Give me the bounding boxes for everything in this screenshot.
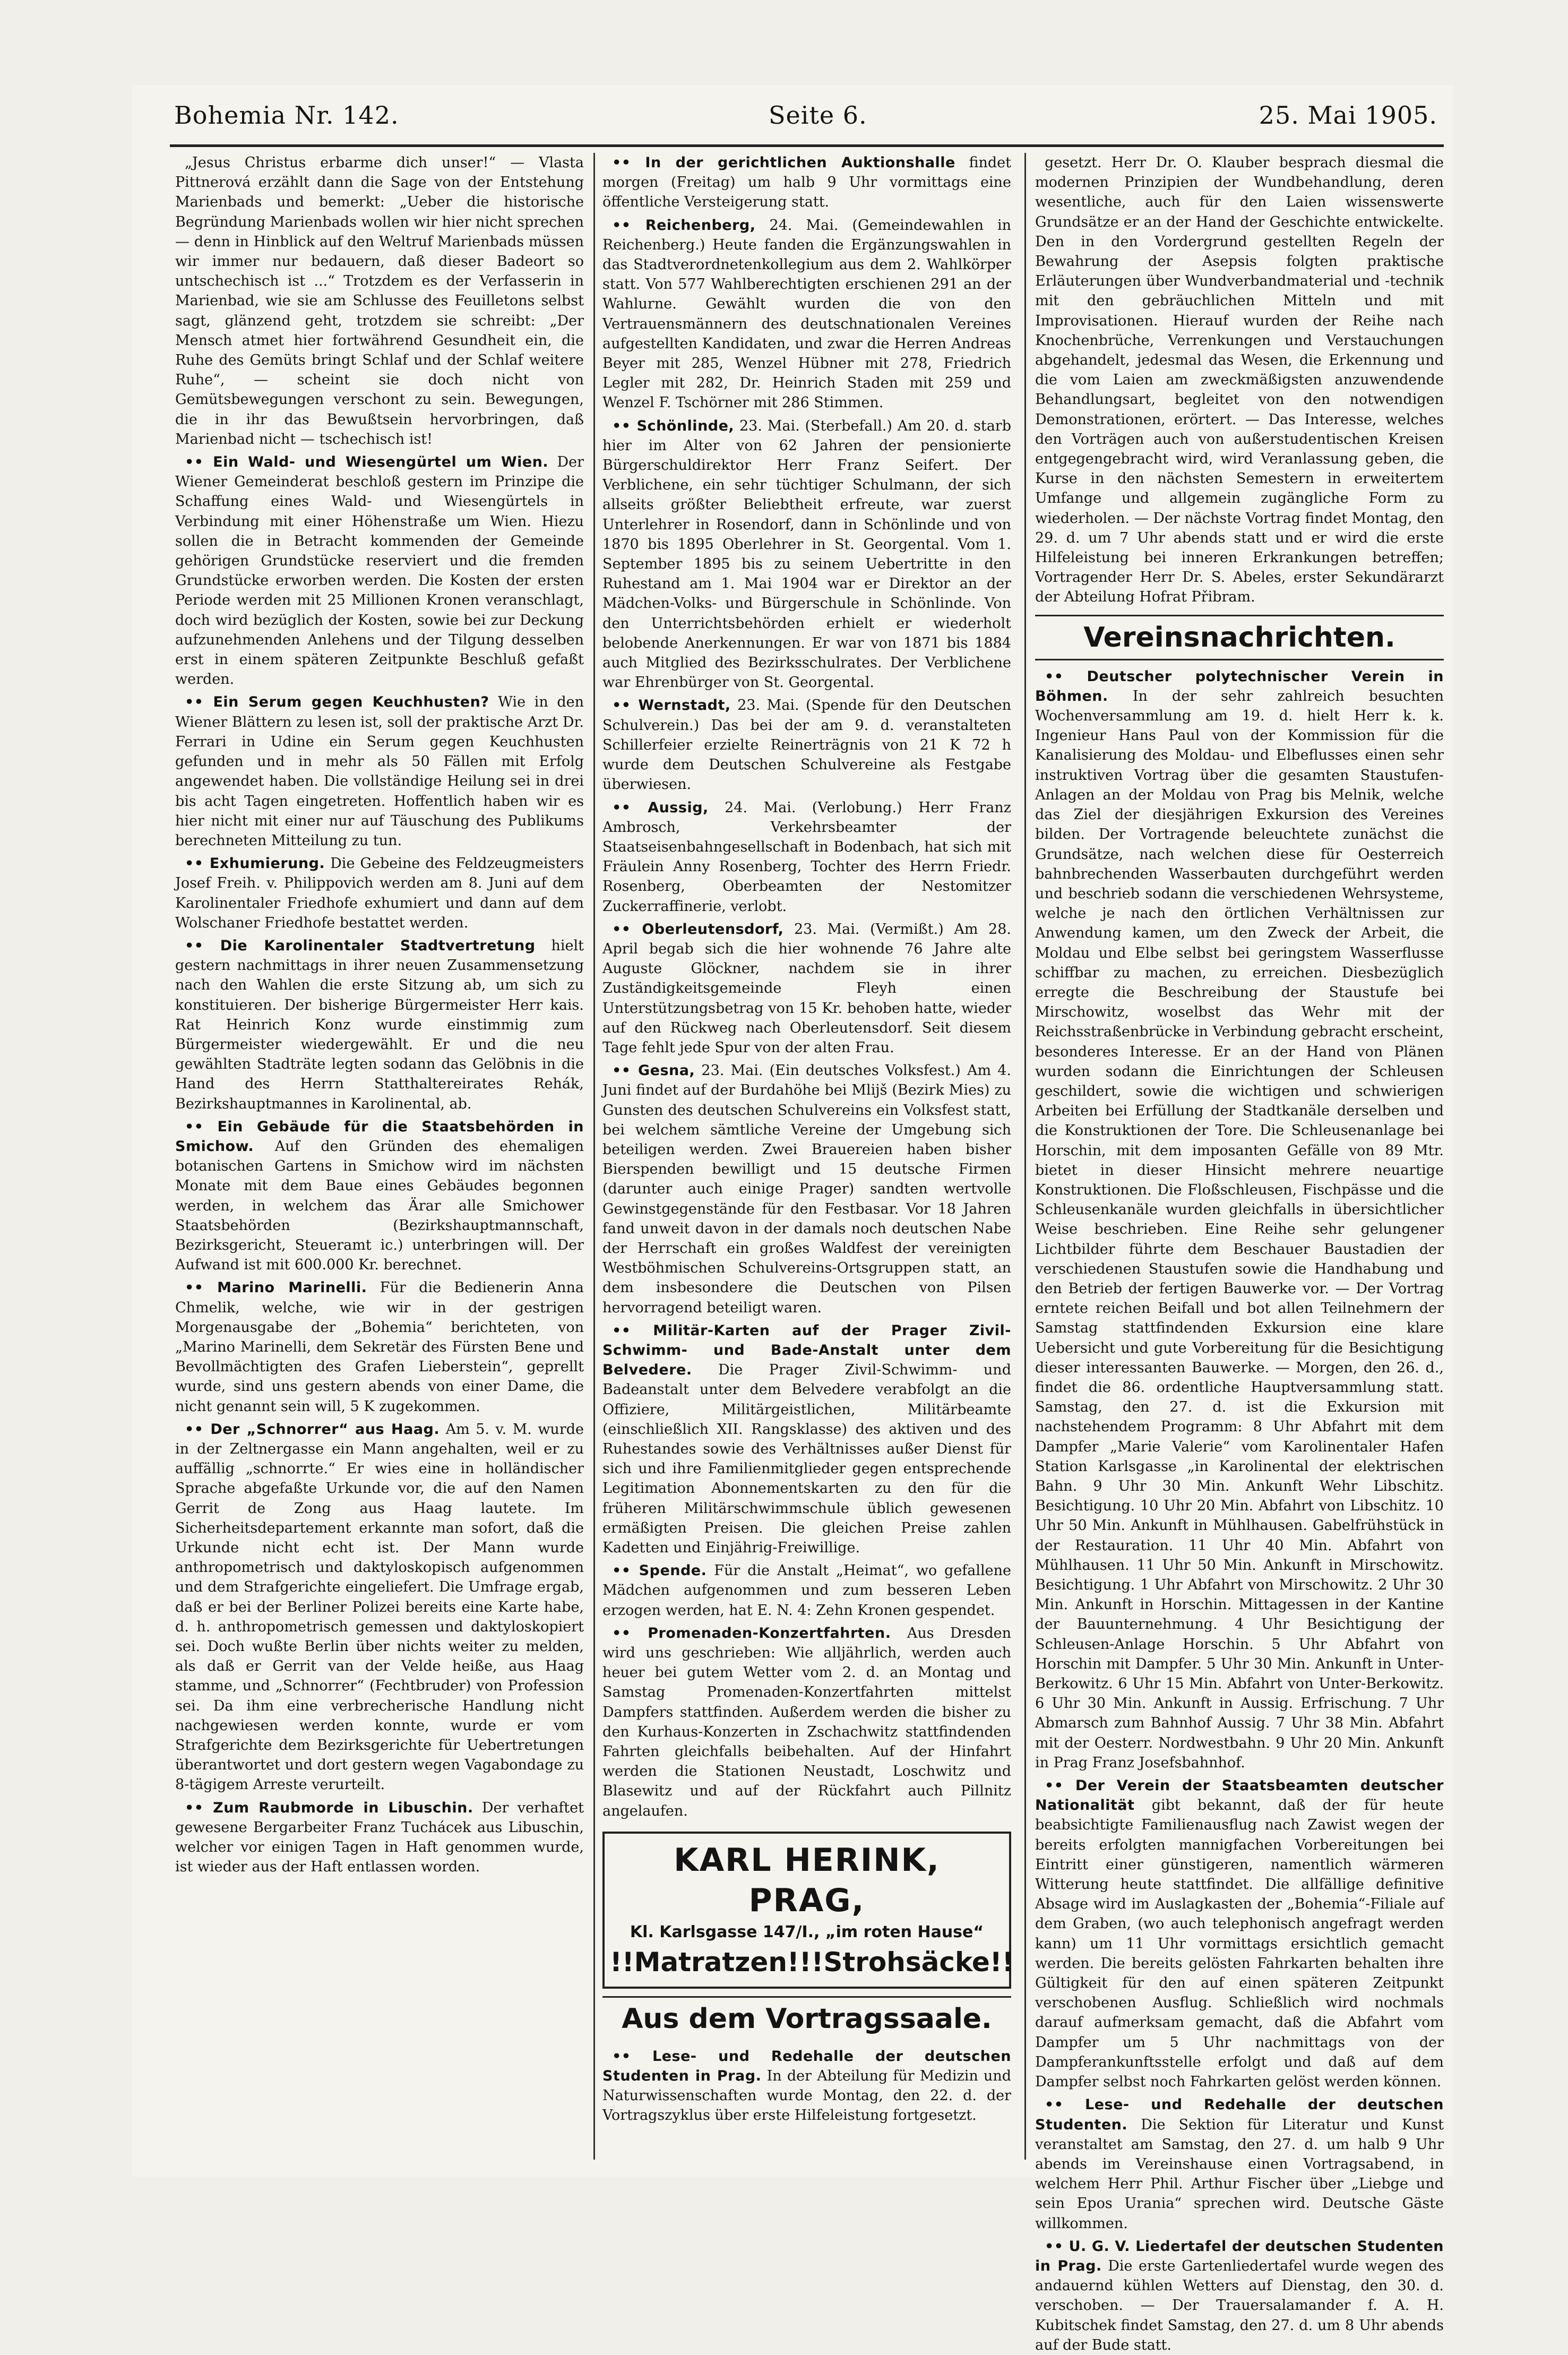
article-body: Der verhaftet gewesene Bergarbeiter Franz Tuchácek aus Libuschin, welcher vor einigen Tagen in Haft genommen wurde, ist wieder aus der Haft entlassen worden. bbox=[175, 1799, 584, 1876]
article-paragraph bbox=[602, 695, 1011, 794]
article-list bbox=[1035, 667, 1444, 2355]
header-rule bbox=[170, 144, 1444, 147]
article-paragraph bbox=[175, 153, 584, 449]
article-headline: •• Oberleutensdorf, bbox=[612, 921, 784, 938]
article-headline: •• Exhumierung. bbox=[185, 855, 325, 872]
article-body: Für die Anstalt „Heimat“, wo gefallene Mädchen aufgenommen und zum besseren Leben erzogen werden, hat E. N. 4: Zehn Kronen gespendet. bbox=[602, 1562, 1012, 1619]
column-divider bbox=[1024, 153, 1026, 2160]
article-paragraph bbox=[602, 216, 1011, 413]
article-headline: •• In der gerichtlichen Auktionshalle bbox=[612, 154, 955, 171]
article-headline: •• Wernstadt, bbox=[612, 697, 731, 714]
article-paragraph bbox=[1035, 1776, 1444, 2092]
article-paragraph bbox=[1035, 2237, 1444, 2355]
article-paragraph bbox=[602, 153, 1011, 212]
article-paragraph bbox=[1035, 2095, 1444, 2233]
article-body: Die erste Gartenliedertafel wurde wegen des andauernd kühlen Wetters auf Dienstag, den 30. d. verschoben. — Der Trauersalamander f. A. H. Kubitschek findet Samstag, den 27. d. um 8 Uhr abends auf der Bude statt. bbox=[1035, 2257, 1444, 2353]
article-headline: •• Schönlinde, bbox=[612, 417, 735, 434]
article-headline: •• Die Karolinentaler Stadtvertretung bbox=[185, 937, 536, 954]
article-headline: •• Der „Schnorrer“ aus Haag. bbox=[185, 1421, 440, 1438]
article-paragraph bbox=[175, 936, 584, 1114]
article-paragraph bbox=[175, 452, 584, 689]
article-paragraph bbox=[1035, 153, 1444, 607]
article-headline: •• Ein Wald- und Wiesengürtel um Wien. bbox=[185, 454, 549, 471]
article-headline: •• Marino Marinelli. bbox=[185, 1279, 367, 1296]
article-body: Auf den Gründen des ehemaligen botanischen Gartens in Smichow wird im nächsten Monate mit dem Baue eines Gebäudes begonnen werden, in welchem das Ärar alle Smichower Staatsbehörden (Bezirkshauptmannschaft, Bezirksgericht, Steueramt ic.) unterbringen will. Der Aufwand ist mit 600.000 Kr. berechnet. bbox=[175, 1138, 584, 1274]
article-body: 23. Mai. (Ein deutsches Volksfest.) Am 4. Juni findet auf der Burdahöhe bei Mlijš (Bezirk Mies) zu Gunsten des deutschen Schulvereins ein Volksfest statt, bei welchem sämtliche Vereine der Umgebung sich beteiligen werden. Zwei Brauereien haben bisher Bierspenden bewilligt und 15 deutsche Firmen (darunter auch einige Prager) sandten wertvolle Gewinstgegenstände für den Festbasar. Vor 18 Jahren fand unweit davon in der damals noch deutschen Nabe der Herrschaft ein großes Waldfest der vereinigten Westböhmischen Schulvereins-Ortsgruppen statt, an dem insbesondere die Deutschen von Pilsen hervorragend beteiligt waren. bbox=[602, 1062, 1011, 1316]
article-paragraph bbox=[602, 2047, 1011, 2126]
article-headline: •• U. G. V. Liedertafel der deutschen Studenten in Prag. bbox=[1035, 2238, 1444, 2274]
article-body: 23. Mai. (Vermißt.) Am 28. April begab sich die hier wohnende 76 Jahre alte Auguste Glöckner, nachdem sie in ihrer Zuständigkeitsgemeinde Fleyh einen Unterstützungsbetrag von 15 Kr. behoben hatte, wieder auf den Rückweg nach Oberleutensdorf. Seit diesem Tage fehlt jede Spur von der alten Frau. bbox=[602, 921, 1011, 1056]
ad-company: KARL HERINK, PRAG, bbox=[674, 1841, 940, 1919]
article-body: In der sehr zahlreich besuchten Wochenversammlung am 19. d. hielt Herr k. k. Ingenieur Hans Paul von der Kommission für die Kanalisierung des Moldau- und Elbeflusses einen sehr instruktiven Vortrag über die gesamten Staustufen-Anlagen an der Moldau von Prag bis Melnik, welche das Ziel der diesjährigen Exkursion des Vereines bilden. Der Vortragende beleuchtete zunächst die Grundsätze, nach welchen diese für Oesterreich bahnbrechenden Wasserbauten durchgeführt werden und beschrieb sodann die verschiedenen Wehrsysteme, welche je nach den örtlichen Verhältnissen zur Anwendung kamen, um den Zweck der Arbeit, die Moldau und Elbe selbst bei geringstem Wasserflusse schiffbar zu machen, zu erreichen. Diesbezüglich erregte die Beschreibung der Staustufe bei Mirschowitz, woselbst das Wehr mit der Reichsstraßenbrücke in Verbindung gebracht erscheint, besonderes Interesse. Er an der Hand von Plänen wurden sodann die Einrichtungen der Schleusen geschildert, sowie die wichtigen und schwierigen Arbeiten bei Erfüllung der Stadtkanäle derselben und die Konstruktionen der Tore. Die Schleusenanlage bei Horschin, mit dem imposanten Gefälle von 89 Mtr. bietet in dieser Hinsicht mehrere neuartige Konstruktionen. Die Floßschleusen, Fischpässe und die Schleusenkanäle wurden gleichfalls in übersichtlicher Weise beschrieben. Eine Reihe sehr gelungener Lichtbilder führte dem Beschauer Baustadien der verschiedenen Staustufen sowie die Handhabung und den Betrieb der fertigen Bauwerke vor. — Der Vortrag erntete reichen Beifall und bot allen Teilnehmern der Samstag stattfindenden Exkursion eine klare Uebersicht und gute Vorbereitung für die Besichtigung dieser interessanten Bauwerke. — Morgen, den 26. d., findet die 86. ordentliche Hauptversammlung statt. Samstag, den 27. d. ist die Exkursion mit nachstehendem Programm: 8 Uhr Abfahrt mit dem Dampfer „Marie Valerie“ vom Karolinentaler Hafen Station Karlsgasse „in Karolinental der elektrischen Bahn. 9 Uhr 30 Min. Ankunft Wehr Libschitz. Besichtigung. 10 Uhr 20 Min. Abfahrt von Libschitz. 10 Uhr 50 Min. Ankunft in Mühlhausen. Gabelfrühstück in der Restauration. 11 Uhr 40 Min. Abfahrt von Mühlhausen. 11 Uhr 50 Min. Ankunft in Mirschowitz. Besichtigung. 1 Uhr Abfahrt von Mirschowitz. 2 Uhr 30 Min. Ankunft in Horschin. Mittagessen in der Kantine der Bauunternehmung. 4 Uhr Besichtigung der Schleusen-Anlage Horschin. 5 Uhr Abfahrt von Horschin mit Dampfer. 5 Uhr 30 Min. Ankunft in Unter-Berkowitz. 6 Uhr 15 Min. Abfahrt von Unter-Berkowitz. 6 Uhr 30 Min. Ankunft in Aussig. Erfrischung. 7 Uhr Abmarsch zum Bahnhof Aussig. 7 Uhr 38 Min. Abfahrt mit der Oesterr. Nordwestbahn. 9 Uhr 20 Min. Ankunft in Prag Franz Josefsbahnhof. bbox=[1035, 687, 1444, 1771]
article-list bbox=[175, 153, 584, 1877]
article-paragraph bbox=[175, 1117, 584, 1275]
article-paragraph bbox=[602, 1061, 1011, 1318]
column-3 bbox=[1035, 153, 1444, 2353]
article-paragraph bbox=[1035, 667, 1444, 1773]
article-paragraph bbox=[175, 854, 584, 933]
article-paragraph bbox=[602, 798, 1011, 916]
article-body: Für die Bedienerin Anna Chmelik, welche, wie wir in der gestrigen Morgenausgabe der „Bohemia“ berichteten, von „Marino Marinelli, dem Sekretär des Fürsten Bene und Bevollmächtigten des Grafen Lieberstein“, geprellt wurde, sind uns gestern abends von einer Dame, die nicht genannt sein will, 5 K zugekommen. bbox=[175, 1279, 584, 1415]
article-body: findet morgen (Freitag) um halb 9 Uhr vormittags eine öffentliche Versteigerung statt. bbox=[602, 154, 1011, 211]
issue-date: 25. Mai 1905. bbox=[1259, 101, 1437, 130]
article-paragraph bbox=[602, 1623, 1011, 1821]
article-body: „Jesus Christus erbarme dich unser!“ — Vlasta Pittnerová erzählt dann die Sage von der Entstehung Marienbads und bemerkt: „Ueber die historische Begründung Marienbads wollen wir hier nicht sprechen — denn in Hinblick auf den Weltruf Marienbads müssen wir immer nur bedauern, daß dieser Badeort so untschechisch ist ...“ Trotzdem es der Verfasserin in Marienbad, wie sie am Schlusse des Feuilletons selbst sagt, glänzend geht, trotzdem sie schreibt: „Der Mensch atmet hier fortwährend Gesundheit ein, die Ruhe des Gemüts bringt Schlaf und der Schlaf weitere Ruhe“, — scheint sie doch nicht von Gemütsbewegungen verschont zu sein. Bewegungen, die in ihr das Bewußtsein hervorbringen, daß Marienbad nicht — tschechisch ist! bbox=[175, 154, 584, 448]
ad-slogan: !!Matratzen!!!Strohsäcke!! bbox=[610, 1946, 1014, 1978]
article-body: Aus Dresden wird uns geschrieben: Wie alljährlich, werden auch heuer bei gutem Wetter vom 2. d. an Montag und Samstag Promenaden-Konzertfahrten mittelst Dampfers stattfinden. Außerdem werden die bisher zu den Kurhaus-Konzerten in Zschachwitz stattfindenden Fahrten gleichfalls beibehalten. Auf der Hinfahrt werden die Stationen Neustadt, Loschwitz und Blasewitz und auf der Rückfahrt auch Pillnitz angelaufen. bbox=[602, 1625, 1011, 1819]
article-paragraph bbox=[602, 919, 1011, 1058]
article-list bbox=[1035, 153, 1444, 607]
column-2 bbox=[602, 153, 1014, 2165]
article-body: gesetzt. Herr Dr. O. Klauber besprach diesmal die modernen Prinzipien der Wundbehandlung, deren wesentliche, auch für den Laien wissenswerte Grundsätze er an der Hand der Geschichte entwickelte. Den in den Vordergrund gestellten Regeln der Bewahrung der Asepsis folgten praktische Erläuterungen über Wundverbandmaterial und -technik mit den gebräuchlichen Mitteln und mit Improvisationen. Hierauf wurden der Reihe nach Knochenbrüche, Verrenkungen und Verstauchungen abgehandelt, jedesmal das Wesen, die Erkennung und die vom Laien am zweckmäßigsten anzuwendende Behandlungsart, begleitet von den notwendigen Demonstrationen, erörtert. — Das Interesse, welches den Vorträgen auch von außerstudentischen Kreisen entgegengebracht wird, wird Veranlassung geben, die Kurse in den nächsten Semestern in erweitertem Umfange und allgemein zugängliche Form zu wiederholen. — Der nächste Vortrag findet Montag, den 29. d. um 7 Uhr abends statt und er wird die erste Hilfeleistung bei inneren Erkrankungen betreffen; Vortragender Herr Dr. S. Abeles, erster Sekundärarzt der Abteilung Hofrat Přibram. bbox=[1035, 154, 1444, 606]
article-body: Wie in den Wiener Blättern zu lesen ist, soll der praktische Arzt Dr. Ferrari in Udine ein Serum gegen Keuchhusten gefunden und in mehr als 50 Fällen mit Erfolg angewendet haben. Die vollständige Heilung sei in drei bis acht Tagen eingetreten. Hoffentlich haben wir es hier nicht mit einer nur auf Täuschung des Publikums berechneten Mitteilung zu tun. bbox=[175, 694, 584, 849]
column-divider bbox=[593, 153, 595, 2160]
article-headline: •• Lese- und Redehalle der deutschen Studenten. bbox=[1035, 2096, 1444, 2133]
column-1 bbox=[175, 153, 584, 2165]
article-headline: •• Aussig, bbox=[612, 799, 709, 816]
advertisement bbox=[602, 1832, 1014, 1989]
article-headline: •• Der Verein der Staatsbeamten deutscher Nationalität bbox=[1035, 1777, 1444, 1814]
article-body: In der Abteilung für Medizin und Naturwissenschaften wurde Montag, den 22. d. der Vortragszyklus über erste Hilfeleistung fortgesetzt. bbox=[602, 2068, 1011, 2124]
article-paragraph bbox=[175, 1420, 584, 1795]
article-headline: •• Lese- und Redehalle der deutschen Studenten in Prag. bbox=[602, 2048, 1011, 2085]
section-heading: Aus dem Vortragssaale. bbox=[602, 1996, 1011, 2040]
article-headline: •• Zum Raubmorde in Libuschin. bbox=[185, 1799, 473, 1816]
article-body: 24. Mai. (Verlobung.) Herr Franz Ambrosch, Verkehrsbeamter der Staatseisenbahngesellschaft in Bodenbach, hat sich mit Fräulein Anny Rosenberg, Tochter des Herrn Friedr. Rosenberg, Oberbeamten der Nestomitzer Zuckerraffinerie, verlobt. bbox=[602, 799, 1011, 915]
article-paragraph bbox=[175, 692, 584, 850]
article-paragraph bbox=[602, 416, 1011, 693]
article-headline: •• Gesna, bbox=[612, 1062, 695, 1079]
article-list bbox=[602, 153, 1011, 1821]
article-headline: •• Militär-Karten auf der Prager Zivil-Schwimm- und Bade-Anstalt unter dem Belvedere. bbox=[602, 1322, 1011, 1379]
article-paragraph bbox=[175, 1278, 584, 1416]
page-number: Seite 6. bbox=[769, 101, 867, 130]
article-headline: •• Spende. bbox=[612, 1562, 707, 1579]
article-body: gibt bekannt, daß der für heute beabsichtigte Familienausflug nach Zawist wegen der bereits erfolgten mannigfachen Vorbereitungen bei Eintritt einer günstigeren, namentlich wärmeren Witterung heute stattfindet. Die allfällige definitive Absage wird im Auslagkasten der „Bohemia“-Filiale auf dem Graben, (wo auch telephonisch angefragt werden kann) um 11 Uhr vormittags ersichtlich gemacht werden. Die bereits gelösten Fahrkarten behalten ihre Gültigkeit für den auf einen späteren Zeitpunkt verschobenen Ausflug. Schließlich wird nochmals darauf aufmerksam gemacht, daß die Abfahrt vom Dampfer um 5 Uhr nachmittags von der Dampferankunftsstelle erfolgt und daß auf dem Dampfer selbst noch Fahrkarten gelöst werden können. bbox=[1035, 1797, 1444, 2091]
article-headline: •• Promenaden-Konzertfahrten. bbox=[612, 1625, 891, 1641]
article-body: Der Wiener Gemeinderat beschloß gestern im Prinzipe die Schaffung eines Wald- und Wiesengürtels in Verbindung mit einer Höhenstraße um Wien. Hiezu sollen die in Betracht kommenden der Gemeinde gehörigen Grundstücke reserviert und die fremden Grundstücke erworben werden. Die Kosten der ersten Periode werden mit 25 Millionen Kronen veranschlagt, doch wird bezüglich der Kosten, sowie bei zur Deckung aufzunehmenden Anlehens und der Tilgung desselben erst in einem späteren Zeitpunkte Beschluß gefaßt werden. bbox=[175, 454, 584, 688]
page-header bbox=[174, 101, 1437, 149]
article-body: 24. Mai. (Gemeindewahlen in Reichenberg.) Heute fanden die Ergänzungswahlen in das Stadtverordnetenkollegium aus dem 2. Wahlkörper statt. Von 577 Wahlberechtigten erschienen 291 an der Wahlurne. Gewählt wurden die von den Vertrauensmännern des deutschnationalen Vereines aufgestellten Kandidaten, und zwar die Herren Andreas Beyer mit 285, Wenzel Hübner mit 278, Friedrich Legler mit 282, Dr. Heinrich Staden mit 259 und Wenzel F. Tschörner mit 286 Stimmen. bbox=[602, 217, 1011, 411]
article-body: hielt gestern nachmittags in ihrer neuen Zusammensetzung nach den Wahlen die erste Sitzung ab, um sich zu konstituieren. Der bisherige Bürgermeister Herr kais. Rat Heinrich Konz wurde einstimmig zum Bürgermeister wiedergewählt. Er und die neu gewählten Stadträte legten sodann das Gelöbnis in die Hand des Herrn Statthaltereirates Rehák, Bezirkshauptmannes in Karolinental, ab. bbox=[175, 937, 584, 1112]
article-body: Die Gebeine des Feldzeugmeisters Josef Freih. v. Philippovich werden am 8. Juni auf dem Karolinentaler Friedhofe exhumiert und dann auf dem Wolschaner Friedhofe bestattet werden. bbox=[175, 855, 584, 931]
section-heading: Vereinsnachrichten. bbox=[1035, 615, 1444, 660]
article-headline: •• Ein Serum gegen Keuchhusten? bbox=[185, 694, 489, 711]
article-paragraph bbox=[175, 1798, 584, 1877]
article-list bbox=[602, 2047, 1011, 2126]
article-headline: •• Deutscher polytechnischer Verein in Böhmen. bbox=[1035, 668, 1444, 704]
article-body: 23. Mai. (Spende für den Deutschen Schulverein.) Das bei der am 9. d. veranstalteten Schillerfeier erzielte Reinerträgnis von 21 K 72 h wurde dem Deutschen Schulvereine als Festgabe überwiesen. bbox=[602, 697, 1012, 793]
article-body: Die Sektion für Literatur und Kunst veranstaltet am Samstag, den 27. d. um halb 9 Uhr abends im Vereinshause einen Vortragsabend, in welchem Herr Phil. Arthur Fischer über „Liebge und sein Epos Urania“ sprechen wird. Deutsche Gäste willkommen. bbox=[1035, 2116, 1444, 2232]
article-paragraph bbox=[602, 1561, 1011, 1620]
article-paragraph bbox=[602, 1321, 1011, 1558]
article-headline: •• Ein Gebäude für die Staatsbehörden in Smichow. bbox=[175, 1118, 584, 1155]
article-headline: •• Reichenberg, bbox=[612, 217, 756, 234]
masthead-issue: Bohemia Nr. 142. bbox=[174, 101, 399, 130]
article-body: Die Prager Zivil-Schwimm- und Badeanstalt unter dem Belvedere verabfolgt an die Offiziere, Militärgeistlichen, Militärbeamte (einschließlich XII. Rangsklasse) des aktiven und des Ruhestandes sowie des Verhältnisses außer Dienst für sich und ihre Familienmitglieder gegen entsprechende Legitimation Abonnementskarten zu den für die früheren Militärschwimmschule üblich gewesenen ermäßigten Preisen. Die gleichen Preise zahlen Kadetten und Einjährig-Freiwillige. bbox=[602, 1362, 1011, 1557]
article-body: Am 5. v. M. wurde in der Zeltnergasse ein Mann angehalten, weil er zu auffällig „schnorrte.“ Er wies eine in holländischer Sprache abgefaßte Urkunde vor, die auf den Namen Gerrit de Zong aus Haag lautete. Im Sicherheitsdepartement erkannte man sofort, daß die Urkunde nicht echt ist. Der Mann wurde anthropometrisch und daktyloskopisch aufgenommen und dem Strafgerichte eingeliefert. Die Umfrage ergab, daß er bei der Berliner Polizei bereits eine Karte habe, d. h. anthropometrisch gemessen und daktyloskopiert sei. Doch wußte Berlin über nichts weiter zu melden, als daß er Gerrit van der Velde heiße, aus Haag stamme, und „Schnorrer“ (Fechtbruder) von Profession sei. Da ihm eine verbrecherische Handlung nicht nachgewiesen werden konnte, wurde er vom Strafgerichte dem Bezirksgerichte für Uebertretungen überantwortet und dort gestern wegen Vagabondage zu 8-tägigem Arreste verurteilt. bbox=[175, 1421, 584, 1793]
ad-address: Kl. Karlsgasse 147/I., „im roten Hause“ bbox=[630, 1922, 984, 1941]
article-body: 23. Mai. (Sterbefall.) Am 20. d. starb hier im Alter von 62 Jahren der pensionierte Bürgerschuldirektor Herr Franz Seifert. Der Verblichene, ein sehr tüchtiger Schulmann, der sich allseits größter Beliebtheit erfreute, war zuerst Unterlehrer in Rosendorf, dann in Schönlinde und von 1870 bis 1895 Oberlehrer in St. Georgental. Vom 1. September 1895 bis zu seinem Uebertritte in den Ruhestand am 1. Mai 1904 war er Direktor an der Mädchen-Volks- und Bürgerschule in Schönlinde. Von den Unterrichtsbehörden erhielt er wiederholt belobende Anerkennungen. Er war von 1871 bis 1884 auch Mitglied des Bezirksschulrates. Der Verblichene war Ehrenbürger von St. Georgental. bbox=[602, 417, 1011, 691]
